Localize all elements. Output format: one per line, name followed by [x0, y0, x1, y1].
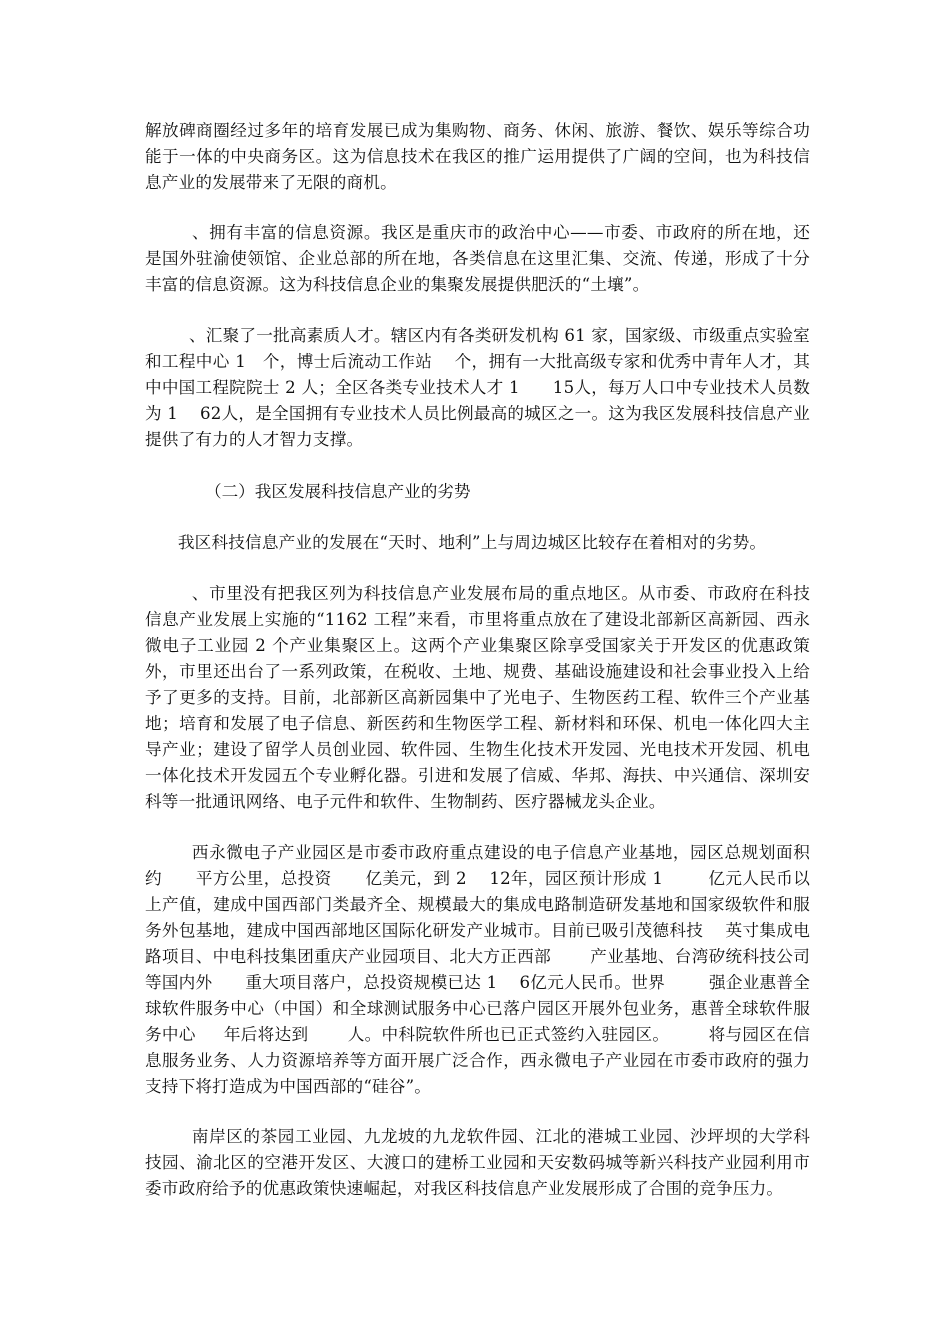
paragraph-disadvantages-intro: 我区科技信息产业的发展在“天时、地利”上与周边城区比较存在着相对的劣势。	[145, 533, 767, 552]
paragraph-cbd: 解放碑商圈经过多年的培育发展已成为集购物、商务、休闲、旅游、餐饮、娱乐等综合功能于一体的中央商务区。这为信息技术在我区的推广运用提供了广阔的空间，也为科技信息产业的发展带来了无限的商机。	[145, 121, 810, 192]
section-heading-disadvantages: （二）我区发展科技信息产业的劣势	[205, 482, 471, 501]
paragraph-information-resources: 、拥有丰富的信息资源。我区是重庆市的政治中心——市委、市政府的所在地，还是国外驻渝使领馆、企业总部的所在地，各类信息在这里汇集、交流、传递，形成了十分丰富的信息资源。这为科技信息企业的集聚发展提供肥沃的“土壤”。	[145, 223, 810, 294]
paragraph-competition: 南岸区的茶园工业园、九龙坡的九龙软件园、江北的港城工业园、沙坪坝的大学科技园、渝北区的空港开发区、大渡口的建桥工业园和天安数码城等新兴科技产业园利用市委市政府给予的优惠政策快速崛起，对我区科技信息产业发展形成了合围的竞争压力。	[145, 1127, 810, 1198]
paragraph-city-planning: 、市里没有把我区列为科技信息产业发展布局的重点地区。从市委、市政府在科技信息产业发展上实施的“1162 工程”来看，市里将重点放在了建设北部新区高新园、西永微电子工业园 2 个产业集聚区上。这两个产业集聚区除享受国家关于开发区的优惠政策外，市里还出台了一系列政策，在税收、土地、规费、基础设施建设和社会事业投入上给予了更多的支持。目前，北部新区高新园集中了光电子、生物医药工程、软件三个产业基地；培育和发展了电子信息、新医药和生物医学工程、新材料和环保、机电一体化四大主导产业；建设了留学人员创业园、软件园、生物生化技术开发园、光电技术开发园、机电一体化技术开发园五个专业孵化器。引进和发展了信威、华邦、海扶、中兴通信、深圳安科等一批通讯网络、电子元件和软件、生物制药、医疗器械龙头企业。	[145, 584, 810, 811]
paragraph-talent: 、汇聚了一批高素质人才。辖区内有各类研发机构 61 家，国家级、市级重点实验室和工程中心 1 个，博士后流动工作站 个，拥有一大批高级专家和优秀中青年人才，其中中国工程院院士 2 人；全区各类专业技术人才 1 15人，每万人口中专业技术人员数为 1 62人，是全国拥有专业技术人员比例最高的城区之一。这为我区发展科技信息产业提供了有力的人才智力支撑。	[145, 326, 810, 449]
paragraph-xiyong-park: 西永微电子产业园区是市委市政府重点建设的电子信息产业基地，园区总规划面积约 平方公里，总投资 亿美元，到 2 12年，园区预计形成 1 亿元人民币以上产值，建成中国西部门类最齐全、规模最大的集成电路制造研发基地和国家级软件和服务外包基地，建成中国西部地区国际化研发产业城市。目前已吸引茂德科技 英寸集成电路项目、中电科技集团重庆产业园项目、北大方正西部 产业基地、台湾矽统科技公司等国内外 重大项目落户，总投资规模已达 1 6亿元人民币。世界 强企业惠普全球软件服务中心（中国）和全球测试服务中心已落户园区开展外包业务，惠普全球软件服务中心 年后将达到 人。中科院软件所也已正式签约入驻园区。 将与园区在信息服务业务、人力资源培养等方面开展广泛合作，西永微电子产业园在市委市政府的强力支持下将打造成为中国西部的“硅谷”。	[145, 843, 810, 1096]
